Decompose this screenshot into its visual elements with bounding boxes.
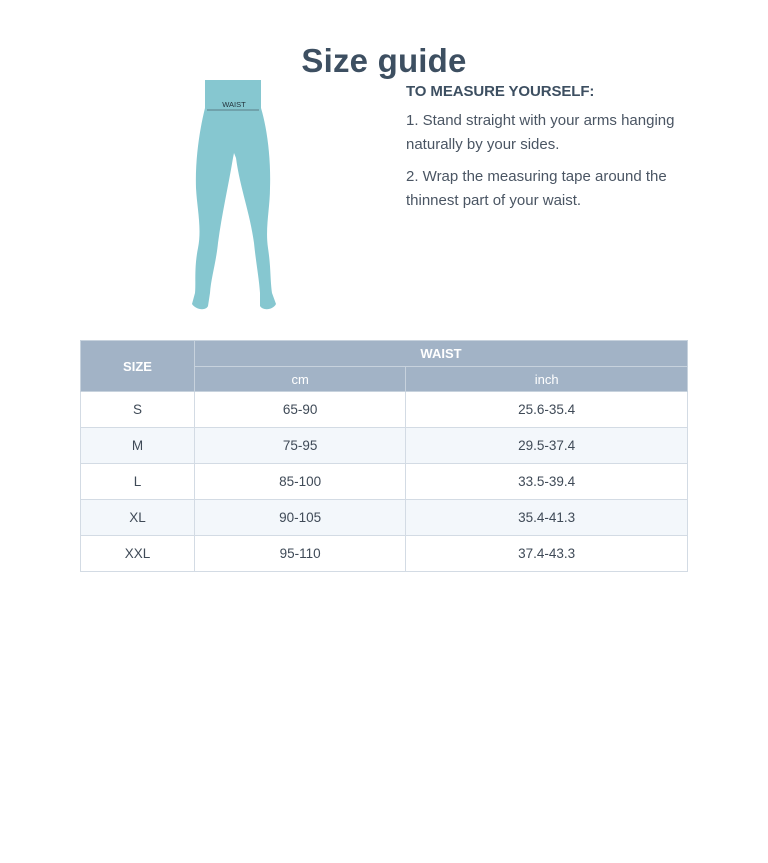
cm-cell: 85-100 xyxy=(195,464,406,500)
cm-column-header: cm xyxy=(195,367,406,392)
legs-shape xyxy=(192,108,276,309)
leggings-illustration xyxy=(180,78,290,318)
cm-cell: 65-90 xyxy=(195,392,406,428)
inch-column-header: inch xyxy=(406,367,688,392)
waist-group-header: WAIST xyxy=(195,341,688,367)
size-cell: XL xyxy=(81,500,195,536)
inch-cell: 29.5-37.4 xyxy=(406,428,688,464)
cm-cell: 90-105 xyxy=(195,500,406,536)
size-column-header: SIZE xyxy=(81,341,195,392)
inch-cell: 35.4-41.3 xyxy=(406,500,688,536)
table-row xyxy=(81,464,688,500)
inch-cell: 33.5-39.4 xyxy=(406,464,688,500)
table-row xyxy=(81,536,688,572)
measure-instructions xyxy=(406,83,696,221)
cm-cell: 95-110 xyxy=(195,536,406,572)
inch-cell: 25.6-35.4 xyxy=(406,392,688,428)
inch-cell: 37.4-43.3 xyxy=(406,536,688,572)
table-row xyxy=(81,392,688,428)
cm-cell: 75-95 xyxy=(195,428,406,464)
size-cell: M xyxy=(81,428,195,464)
size-cell: L xyxy=(81,464,195,500)
waist-label: WAIST xyxy=(222,100,246,109)
size-table xyxy=(80,340,688,572)
page-title: Size guide xyxy=(301,42,467,80)
table-row xyxy=(81,500,688,536)
size-cell: S xyxy=(81,392,195,428)
size-cell: XXL xyxy=(81,536,195,572)
instruction-step: 1. Stand straight with your arms hanging naturally by your sides. xyxy=(406,112,675,153)
instruction-step: 2. Wrap the measuring tape around the thinnest part of your waist. xyxy=(406,168,667,209)
table-row xyxy=(81,428,688,464)
instructions-heading: TO MEASURE YOURSELF: xyxy=(406,83,595,100)
